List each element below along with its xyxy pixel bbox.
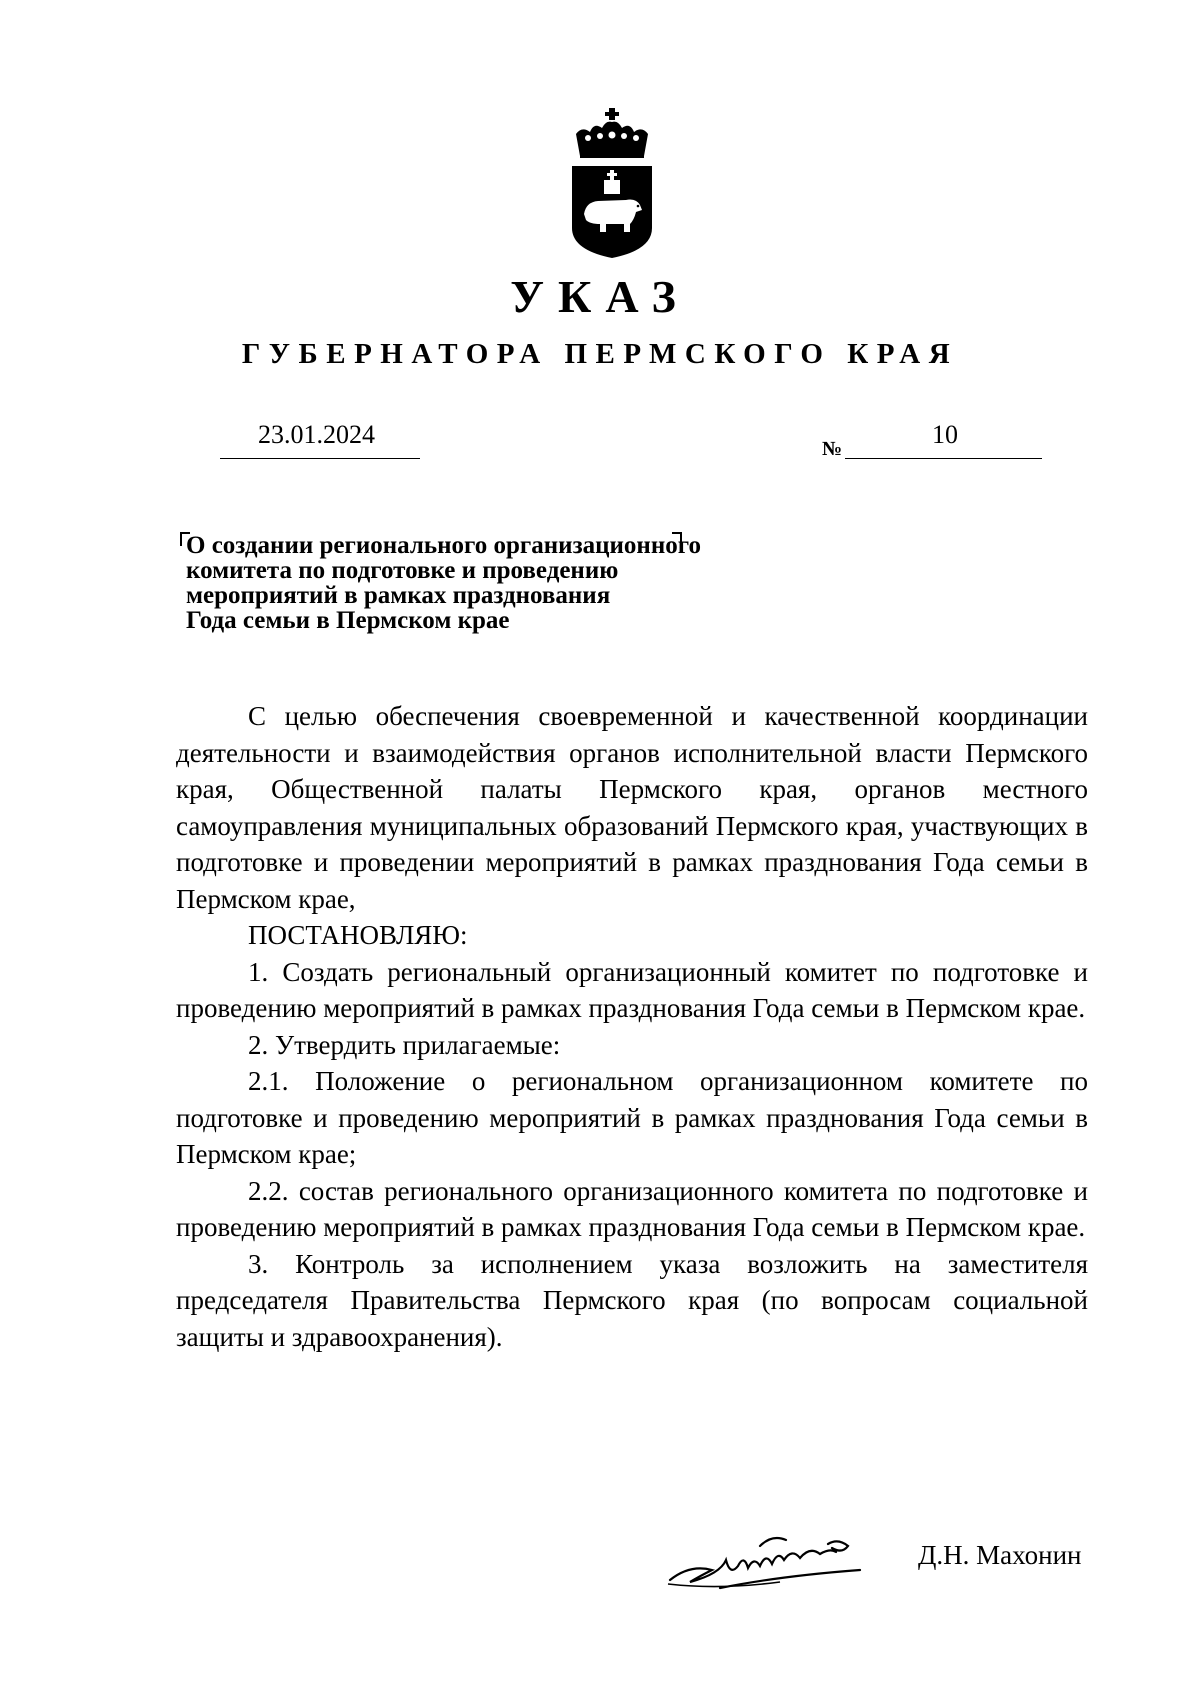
number-sign: № (822, 438, 843, 460)
signature-icon (660, 1530, 890, 1600)
number-value: 10 (932, 420, 958, 449)
subject-line: Года семьи в Пермском крае (186, 607, 510, 634)
clause-2-2: 2.2. состав регионального организационного комитета по подготовке и проведению мероприятий в рамках празднования Года семьи в Пермском крае. (176, 1175, 1088, 1242)
clause-2: 2. Утвердить прилагаемые: (248, 1029, 561, 1060)
date-underline (220, 458, 420, 459)
document-title: УКАЗ (510, 271, 690, 322)
signer-name: Д.Н. Махонин (918, 1540, 1082, 1570)
subject-line: мероприятий в рамках празднования (186, 582, 611, 609)
subject-line: О создании регионального организационного (186, 532, 701, 559)
decree-body (176, 698, 1088, 1355)
decree-subject (186, 533, 806, 633)
number-underline (845, 458, 1042, 459)
date-value: 23.01.2024 (258, 420, 375, 449)
number-field (822, 420, 1042, 462)
coat-of-arms-icon (566, 108, 658, 258)
preamble-paragraph: С целью обеспечения своевременной и качественной координации деятельности и взаимодействия органов исполнительной власти Пермского края, Общественной палаты Пермского края, органов местного самоуправления муниципальных образований Пермского края, участвующих в подготовке и проведении мероприятий в рамках празднования Года семьи в Пермском крае, (176, 701, 1088, 914)
clause-3: 3. Контроль за исполнением указа возложить на заместителя председателя Правительства Пермского края (по вопросам социальной защиты и здравоохранения). (176, 1248, 1088, 1352)
resolution-word: ПОСТАНОВЛЯЮ: (248, 920, 468, 950)
date-field (220, 420, 420, 462)
document-issuer: ГУБЕРНАТОРА ПЕРМСКОГО КРАЯ (241, 338, 959, 370)
clause-2-1: 2.1. Положение о региональном организационном комитете по подготовке и проведению мероприятий в рамках празднования Года семьи в Пермском крае; (176, 1066, 1088, 1169)
subject-line: комитета по подготовке и проведению (186, 557, 619, 584)
clause-1: 1. Создать региональный организационный комитет по подготовке и проведению мероприятий в рамках празднования Года семьи в Пермском крае. (176, 956, 1088, 1023)
